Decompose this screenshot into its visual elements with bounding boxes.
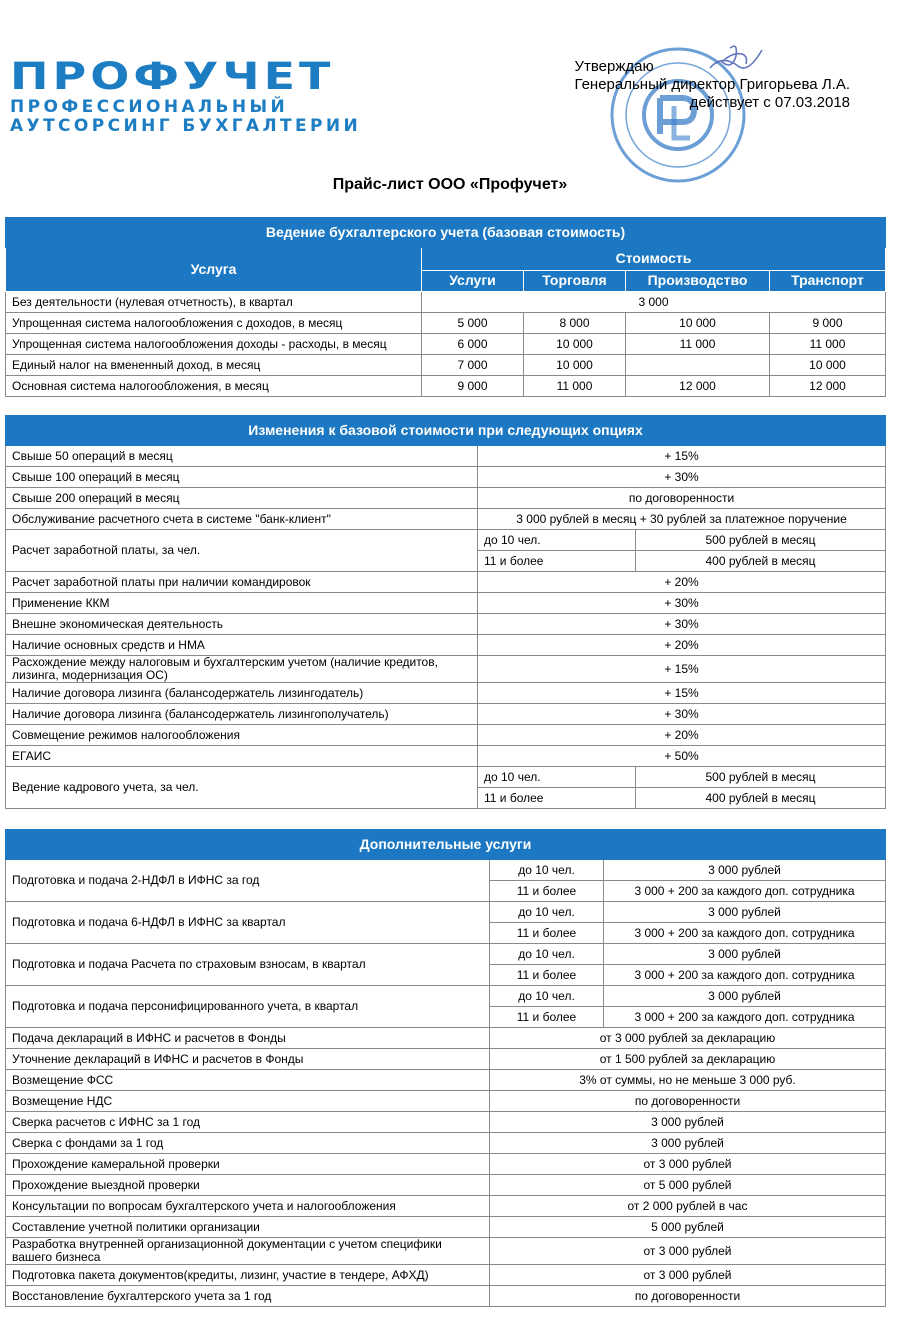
cell-value: 11 000	[524, 376, 626, 397]
row-value: от 1 500 рублей за декларацию	[490, 1049, 886, 1070]
row-value: + 20%	[478, 572, 886, 593]
cell-value: 12 000	[770, 376, 886, 397]
table-row	[6, 656, 886, 683]
cell-value: 12 000	[626, 376, 770, 397]
row-value: + 15%	[478, 446, 886, 467]
row-value: + 30%	[478, 467, 886, 488]
table-row	[6, 355, 886, 376]
row-label: Наличие основных средств и НМА	[6, 635, 478, 656]
tier-value: 3 000 рублей	[604, 986, 886, 1007]
row-label: Уточнение деклараций в ИФНС и расчетов в Фонды	[6, 1049, 490, 1070]
row-label: Ведение кадрового учета, за чел.	[6, 767, 478, 809]
cell-value: 10 000	[626, 313, 770, 334]
table-row	[6, 1049, 886, 1070]
row-label: Наличие договора лизинга (балансодержатель лизингодатель)	[6, 683, 478, 704]
row-label: Прохождение камеральной проверки	[6, 1154, 490, 1175]
table-row	[6, 530, 886, 551]
table-row	[6, 635, 886, 656]
tier-label: 11 и более	[478, 788, 636, 809]
col-cost-header: Стоимость	[422, 248, 886, 271]
row-label: Подготовка и подача 2-НДФЛ в ИФНС за год	[6, 860, 490, 902]
table-row	[6, 467, 886, 488]
tier-label: до 10 чел.	[490, 944, 604, 965]
row-label: Обслуживание расчетного счета в системе "банк-клиент"	[6, 509, 478, 530]
table-row	[6, 986, 886, 1007]
col-header-services: Услуги	[422, 270, 524, 292]
tier-value: 3 000 + 200 за каждого доп. сотрудника	[604, 881, 886, 902]
table-row	[6, 572, 886, 593]
approval-line-2: Генеральный директор Григорьева Л.А.	[574, 76, 850, 93]
row-label: Единый налог на вмененный доход, в месяц	[6, 355, 422, 376]
cell-value: 10 000	[524, 355, 626, 376]
tier-value: 400 рублей в месяц	[636, 788, 886, 809]
logo-subtitle-line-2: АУТСОРСИНГ БУХГАЛТЕРИИ	[10, 116, 362, 136]
col-header-production: Производство	[626, 270, 770, 292]
row-label: Сверка с фондами за 1 год	[6, 1133, 490, 1154]
row-value: 3 000	[422, 292, 886, 313]
table-row	[6, 1091, 886, 1112]
col-header-transport: Транспорт	[770, 270, 886, 292]
row-value: от 5 000 рублей	[490, 1175, 886, 1196]
table-row	[6, 488, 886, 509]
table-row	[6, 1028, 886, 1049]
tier-value: 500 рублей в месяц	[636, 530, 886, 551]
extra-services-table	[5, 829, 886, 1307]
row-label: Разработка внутренней организационной документации с учетом специфики вашего бизнеса	[6, 1238, 490, 1265]
cell-value: 5 000	[422, 313, 524, 334]
tier-label: 11 и более	[490, 965, 604, 986]
row-value: от 3 000 рублей за декларацию	[490, 1028, 886, 1049]
row-label: Основная система налогообложения, в месяц	[6, 376, 422, 397]
row-value: + 30%	[478, 614, 886, 635]
table-row	[6, 1265, 886, 1286]
row-value: от 3 000 рублей	[490, 1265, 886, 1286]
table-row	[6, 292, 886, 313]
table-row	[6, 446, 886, 467]
table-row	[6, 1133, 886, 1154]
tier-value: 3 000 рублей	[604, 944, 886, 965]
row-label: Возмещение НДС	[6, 1091, 490, 1112]
row-value: по договоренности	[490, 1091, 886, 1112]
table-row	[6, 1196, 886, 1217]
tier-label: 11 и более	[490, 1007, 604, 1028]
cell-value: 11 000	[626, 334, 770, 355]
row-value: 3% от суммы, но не меньше 3 000 руб.	[490, 1070, 886, 1091]
options-heading: Изменения к базовой стоимости при следующих опциях	[6, 416, 886, 446]
tier-value: 3 000 рублей	[604, 860, 886, 881]
row-label: Применение ККМ	[6, 593, 478, 614]
table-row	[6, 683, 886, 704]
row-label: Расхождение между налоговым и бухгалтерским учетом (наличие кредитов, лизинга, модернизация ОС)	[6, 656, 478, 683]
table-row	[6, 902, 886, 923]
table-row	[6, 725, 886, 746]
table-row	[6, 313, 886, 334]
row-value: 5 000 рублей	[490, 1217, 886, 1238]
table-row	[6, 1217, 886, 1238]
col-service-header: Услуга	[6, 248, 422, 292]
row-value: 3 000 рублей	[490, 1112, 886, 1133]
row-label: Подготовка и подача персонифицированного учета, в квартал	[6, 986, 490, 1028]
tier-value: 3 000 + 200 за каждого доп. сотрудника	[604, 1007, 886, 1028]
table-row	[6, 860, 886, 881]
row-value: по договоренности	[478, 488, 886, 509]
table-row	[6, 614, 886, 635]
tier-value: 3 000 рублей	[604, 902, 886, 923]
company-logo	[10, 53, 362, 136]
table-row	[6, 593, 886, 614]
col-header-trade: Торговля	[524, 270, 626, 292]
table-row	[6, 334, 886, 355]
cell-value: 11 000	[770, 334, 886, 355]
table-row	[6, 376, 886, 397]
row-label: Составление учетной политики организации	[6, 1217, 490, 1238]
cell-value: 7 000	[422, 355, 524, 376]
row-value: + 30%	[478, 704, 886, 725]
row-label: Свыше 100 операций в месяц	[6, 467, 478, 488]
row-value: от 3 000 рублей	[490, 1154, 886, 1175]
table-row	[6, 1175, 886, 1196]
row-label: Подготовка пакета документов(кредиты, лизинг, участие в тендере, АФХД)	[6, 1265, 490, 1286]
row-label: Восстановление бухгалтерского учета за 1 год	[6, 1286, 490, 1307]
row-label: Консультации по вопросам бухгалтерского учета и налогообложения	[6, 1196, 490, 1217]
row-value: + 20%	[478, 635, 886, 656]
row-label: Свыше 200 операций в месяц	[6, 488, 478, 509]
row-label: Подача деклараций в ИФНС и расчетов в Фонды	[6, 1028, 490, 1049]
row-value: от 2 000 рублей в час	[490, 1196, 886, 1217]
tier-value: 400 рублей в месяц	[636, 551, 886, 572]
table-row	[6, 1112, 886, 1133]
row-value: + 15%	[478, 656, 886, 683]
logo-subtitle-line-1: ПРОФЕССИОНАЛЬНЫЙ	[10, 97, 289, 117]
tier-label: до 10 чел.	[490, 986, 604, 1007]
table-row	[6, 746, 886, 767]
tier-label: до 10 чел.	[478, 767, 636, 788]
table-row	[6, 767, 886, 788]
row-label: Упрощенная система налогообложения доходы - расходы, в месяц	[6, 334, 422, 355]
row-label: Прохождение выездной проверки	[6, 1175, 490, 1196]
extra-services-heading: Дополнительные услуги	[6, 830, 886, 860]
row-label: Наличие договора лизинга (балансодержатель лизингополучатель)	[6, 704, 478, 725]
cell-value: 10 000	[770, 355, 886, 376]
row-label: Без деятельности (нулевая отчетность), в квартал	[6, 292, 422, 313]
row-value: от 3 000 рублей	[490, 1238, 886, 1265]
row-label: Подготовка и подача Расчета по страховым взносам, в квартал	[6, 944, 490, 986]
tier-label: до 10 чел.	[478, 530, 636, 551]
row-value: + 15%	[478, 683, 886, 704]
row-label: Совмещение режимов налогообложения	[6, 725, 478, 746]
table-row	[6, 1070, 886, 1091]
tier-label: 11 и более	[490, 881, 604, 902]
cell-value: 6 000	[422, 334, 524, 355]
options-table	[5, 415, 886, 809]
row-label: Упрощенная система налогообложения с доходов, в месяц	[6, 313, 422, 334]
row-value: 3 000 рублей в месяц + 30 рублей за платежное поручение	[478, 509, 886, 530]
cell-value: 9 000	[422, 376, 524, 397]
row-label: Сверка расчетов с ИФНС за 1 год	[6, 1112, 490, 1133]
tier-value: 3 000 + 200 за каждого доп. сотрудника	[604, 965, 886, 986]
row-label: Внешне экономическая деятельность	[6, 614, 478, 635]
tier-label: до 10 чел.	[490, 902, 604, 923]
logo-main-text: ПРОФУЧЕТ	[10, 53, 335, 99]
cell-value: 10 000	[524, 334, 626, 355]
table-row	[6, 704, 886, 725]
row-value: 3 000 рублей	[490, 1133, 886, 1154]
table-row	[6, 1238, 886, 1265]
tier-value: 500 рублей в месяц	[636, 767, 886, 788]
basic-cost-heading: Ведение бухгалтерского учета (базовая стоимость)	[6, 218, 886, 248]
basic-cost-table	[5, 217, 886, 397]
tier-value: 3 000 + 200 за каждого доп. сотрудника	[604, 923, 886, 944]
table-row	[6, 1286, 886, 1307]
table-row	[6, 944, 886, 965]
row-value: + 50%	[478, 746, 886, 767]
cell-value: 8 000	[524, 313, 626, 334]
row-label: ЕГАИС	[6, 746, 478, 767]
tier-label: до 10 чел.	[490, 860, 604, 881]
cell-value: 9 000	[770, 313, 886, 334]
row-label: Свыше 50 операций в месяц	[6, 446, 478, 467]
tier-label: 11 и более	[490, 923, 604, 944]
row-label: Расчет заработной платы при наличии командировок	[6, 572, 478, 593]
row-value: + 20%	[478, 725, 886, 746]
approval-line-1: Утверждаю	[574, 58, 654, 75]
approval-line-3: действует с 07.03.2018	[689, 94, 850, 111]
table-row	[6, 1154, 886, 1175]
row-label: Возмещение ФСС	[6, 1070, 490, 1091]
cell-value	[626, 355, 770, 376]
table-row	[6, 509, 886, 530]
approval-block	[574, 58, 850, 112]
row-label: Расчет заработной платы, за чел.	[6, 530, 478, 572]
row-value: по договоренности	[490, 1286, 886, 1307]
row-value: + 30%	[478, 593, 886, 614]
row-label: Подготовка и подача 6-НДФЛ в ИФНС за квартал	[6, 902, 490, 944]
tier-label: 11 и более	[478, 551, 636, 572]
page-title: Прайс-лист ООО «Профучет»	[332, 176, 568, 193]
